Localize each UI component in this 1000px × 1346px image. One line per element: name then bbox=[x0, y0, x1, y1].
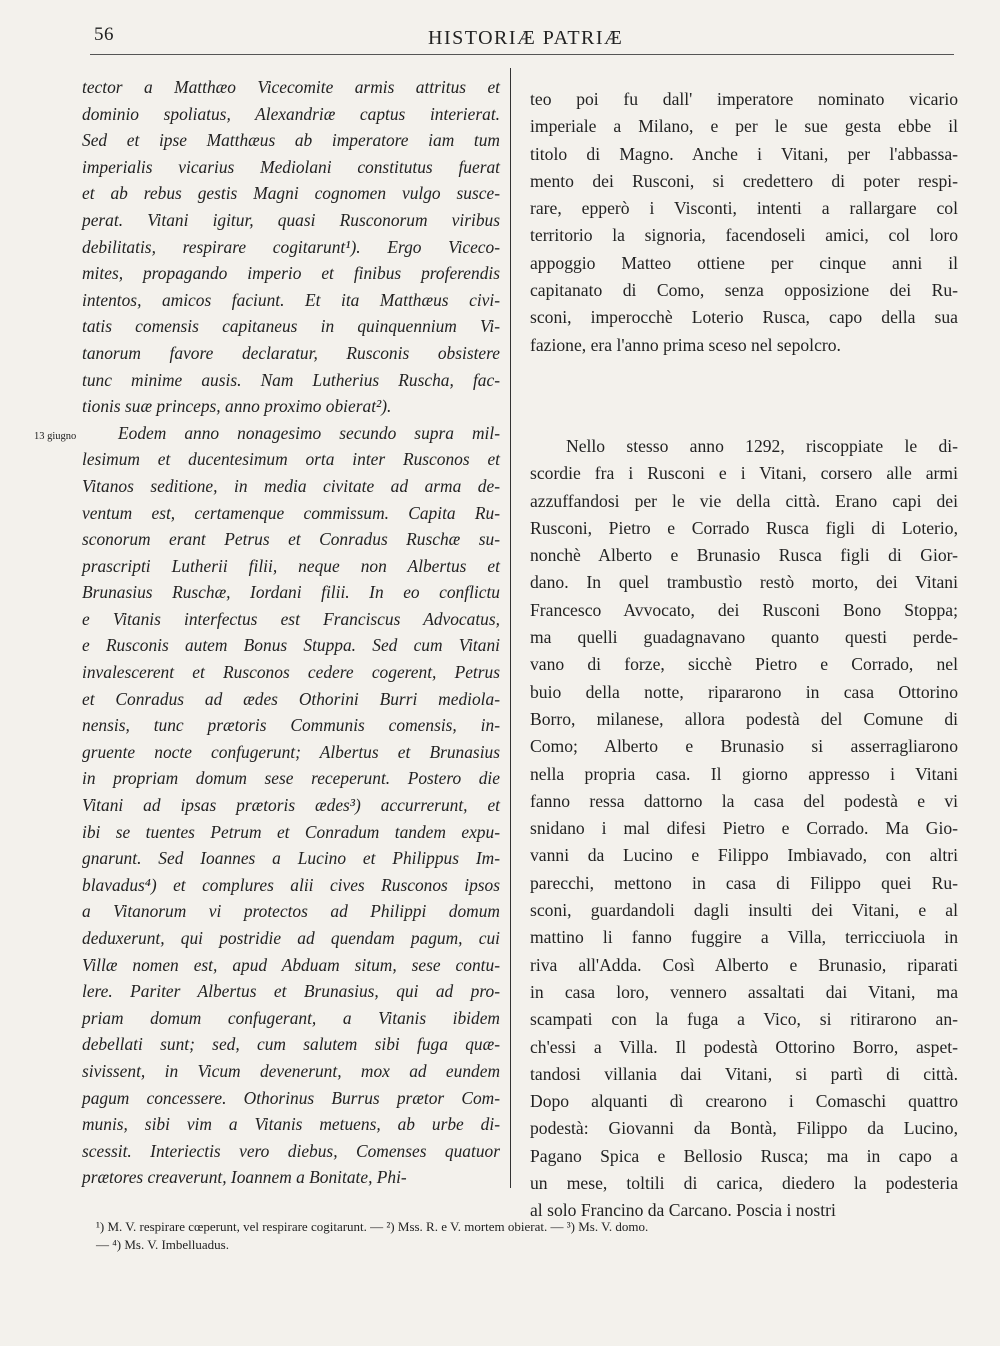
marginal-date-note: 13 giugno bbox=[34, 431, 77, 442]
text-line: munis, sibi vim a Vitanis metuens, ab urbe di- bbox=[82, 1114, 500, 1135]
text-line: tandosi villania dai Vitani, si partì di città. bbox=[530, 1063, 958, 1084]
italian-text-column bbox=[530, 86, 958, 1225]
column-divider bbox=[510, 68, 511, 1188]
text-line: in propriam domum sese receperunt. Postero die bbox=[82, 768, 500, 789]
text-line: Brunasius Ruschæ, Iordani filii. In eo conflictu bbox=[82, 582, 500, 603]
text-line: a Vitanorum vi protectos ad Philippi domum bbox=[82, 901, 500, 922]
text-line: invalescerent et Rusconos cedere cogerent, Petrus bbox=[82, 662, 500, 683]
text-line: fazione, era l'anno prima sceso nel sepolcro. bbox=[530, 334, 841, 355]
text-line: Villæ nomen est, apud Abduam situm, sese contu- bbox=[82, 954, 500, 975]
text-line: Nello stesso anno 1292, riscoppiate le di- bbox=[566, 435, 958, 456]
text-line: Sed et ipse Matthæus ab imperatore iam tum bbox=[82, 130, 500, 151]
text-line: gnarunt. Sed Ioannes a Lucino et Philippus Im- bbox=[82, 848, 500, 869]
text-line: tatis comensis capitaneus in quinquennium Vi- bbox=[82, 316, 500, 337]
text-line: un mese, toltili di carica, diedero la podesteria bbox=[530, 1172, 958, 1193]
footnotes bbox=[96, 1218, 946, 1254]
text-line: tector a Matthæo Vicecomite armis attritus et bbox=[82, 77, 500, 97]
text-line: e Rusconis autem Bonus Stuppa. Sed cum Vitani bbox=[82, 635, 500, 656]
text-line: imperialis vicarius Mediolani constitutus fuerat bbox=[82, 156, 500, 177]
text-line: parecchi, mettono in casa di Filippo quei Ru- bbox=[530, 872, 958, 893]
text-line: vanni da Lucino e Filippo Imbiavado, con altri bbox=[530, 845, 958, 866]
text-line: imperiale a Milano, e per le sue gesta ebbe il bbox=[530, 116, 958, 137]
text-line: pagum concessere. Othorinus Burrus prætor Com- bbox=[82, 1087, 500, 1108]
text-line: Vitani ad ipsas prætoris ædes³) accurrerunt, et bbox=[82, 795, 500, 816]
running-header-title: HISTORIÆ PATRIÆ bbox=[428, 27, 624, 49]
text-line: ibi se tuentes Petrum et Conradum tandem expu- bbox=[82, 821, 500, 842]
text-line: e Vitanis interfectus est Franciscus Advocatus, bbox=[82, 608, 500, 629]
text-line: Vitanos seditione, in media civitate ad arma de- bbox=[82, 475, 500, 496]
text-line: podestà: Giovanni da Bontà, Filippo da Lucino, bbox=[530, 1118, 958, 1139]
footnote-line-1: ¹) M. V. respirare cœperunt, vel respirare cogitarunt. — ²) Mss. R. e V. mortem obierat. — ³) Ms. V. domo. bbox=[96, 1219, 649, 1234]
text-line: mattino li fanno fuggire a Villa, terricciuola in bbox=[530, 927, 958, 948]
text-line: tionis suæ princeps, anno proximo obierat²). bbox=[82, 396, 392, 417]
text-line: sconi, imperocchè Loterio Rusca, capo della sua bbox=[530, 307, 958, 328]
text-line: Como; Alberto e Brunasio si asserragliarono bbox=[530, 736, 958, 757]
text-line: nella propria casa. Il giorno appresso i Vitani bbox=[530, 763, 958, 784]
text-line: deduxerunt, qui postridie ad quendam pagum, cui bbox=[82, 928, 500, 948]
text-line: fanno ressa dattorno la casa del podestà e vi bbox=[530, 790, 958, 811]
text-line: teo poi fu dall' imperatore nominato vicario bbox=[530, 89, 958, 109]
latin-text-column bbox=[82, 74, 500, 1191]
text-line: et Conradus ad ædes Othorini Burri mediola- bbox=[82, 688, 500, 709]
latin-paragraph-2 bbox=[82, 420, 500, 1191]
text-line: sconi, guardandoli dagli insulti dei Vitani, e al bbox=[530, 900, 958, 921]
text-line: nonchè Alberto e Brunasio Rusca figli di Gior- bbox=[530, 545, 958, 566]
italian-paragraph-1 bbox=[530, 86, 958, 359]
text-line: debilitatis, respirare cogitarunt¹). Ergo Viceco- bbox=[82, 236, 500, 257]
text-line: appoggio Matteo ottiene per cinque anni il bbox=[530, 252, 958, 273]
text-line: dominio spoliatus, Alexandriæ captus interierat. bbox=[82, 103, 500, 124]
text-line: prætores creaverunt, Ioannem a Bonitate, Phi- bbox=[82, 1167, 407, 1188]
text-line: et ab rebus gestis Magni cognomen vulgo susce- bbox=[82, 183, 500, 204]
text-line: Rusconi, Pietro e Corrado Rusca figli di Loterio, bbox=[530, 517, 958, 538]
text-line: scampati con la fuga a Vico, si ritirarono an- bbox=[530, 1009, 958, 1030]
text-line: buio della notte, ripararono in casa Ottorino bbox=[530, 681, 958, 702]
text-line: mento dei Rusconi, si credettero di poter respi- bbox=[530, 170, 958, 191]
text-line: tunc minime ausis. Nam Lutherius Ruscha, fac- bbox=[82, 369, 500, 390]
text-line: debellati sunt; sed, cum salutem sibi fuga quæ- bbox=[82, 1034, 500, 1055]
text-line: intentos, amicos faciunt. Et ita Matthæus civi- bbox=[82, 289, 500, 310]
text-line: dano. In quel trambustìo restò morto, dei Vitani bbox=[530, 572, 958, 593]
text-line: rare, epperò i Visconti, intenti a rallargare col bbox=[530, 198, 958, 219]
text-line: capitanato di Como, senza opposizione dei Ru- bbox=[530, 280, 958, 301]
text-line: scessit. Interiectis vero diebus, Comenses quatuor bbox=[82, 1140, 500, 1161]
text-line: vano di forze, sicchè Pietro e Corrado, nel bbox=[530, 654, 958, 675]
text-line: perat. Vitani igitur, quasi Rusconorum viribus bbox=[82, 209, 500, 230]
text-line: blavadus⁴) et complures alii cives Rusconos ipsos bbox=[82, 874, 500, 895]
page-number: 56 bbox=[94, 24, 114, 45]
text-line: in casa loro, vennero assaltati dai Vitani, ma bbox=[530, 981, 958, 1002]
header-rule bbox=[90, 54, 954, 55]
text-line: ma quelli guadagnavano quanto questi perde- bbox=[530, 627, 958, 648]
text-line: titolo di Magno. Anche i Vitani, per l'abbassa- bbox=[530, 143, 958, 164]
text-line: mites, propagando imperio et finibus proferendis bbox=[82, 263, 500, 284]
text-line: scordie fra i Rusconi e i Vitani, corsero alle armi bbox=[530, 463, 958, 484]
text-line: azzuffandosi per le vie della città. Erano capi dei bbox=[530, 490, 958, 511]
text-line: ch'essi a Villa. Il podestà Ottorino Borro, aspet- bbox=[530, 1036, 958, 1057]
text-line: al solo Francino da Carcano. Poscia i nostri bbox=[530, 1200, 836, 1221]
italian-paragraph-2 bbox=[530, 433, 958, 1225]
text-line: Francesco Avvocato, dei Rusconi Bono Stoppa; bbox=[530, 599, 958, 620]
text-line: snidano i mal difesi Pietro e Corrado. Ma Gio- bbox=[530, 818, 958, 839]
latin-paragraph-1 bbox=[82, 74, 500, 420]
text-line: lere. Pariter Albertus et Brunasius, qui ad pro- bbox=[82, 981, 500, 1002]
text-line: Dopo alquanti dì crearono i Comaschi quattro bbox=[530, 1091, 958, 1112]
text-line: Eodem anno nonagesimo secundo supra mil- bbox=[118, 422, 500, 443]
text-line: territorio la signoria, facendoseli amici, col loro bbox=[530, 225, 958, 246]
text-line: prascripti Lutherii filii, neque non Albertus et bbox=[82, 555, 500, 576]
text-line: lesimum et ducentesimum orta inter Rusconos et bbox=[82, 449, 500, 470]
text-line: Borro, milanese, allora podestà del Comune di bbox=[530, 708, 958, 729]
footnote-line-2: — ⁴) Ms. V. Imbelluadus. bbox=[96, 1237, 229, 1252]
text-line: sconorum erant Petrus et Conradus Ruschæ su- bbox=[82, 529, 500, 550]
text-line: ventum est, certamenque commissum. Capita Ru- bbox=[82, 502, 500, 523]
text-line: sivissent, in Vicum devenerunt, mox ad eundem bbox=[82, 1060, 500, 1081]
text-line: Pagano Spica e Bellosio Rusca; ma in capo a bbox=[530, 1145, 958, 1166]
text-line: gruente nocte confugerunt; Albertus et Brunasius bbox=[82, 741, 500, 762]
text-line: nensis, tunc prætoris Communis comensis, in- bbox=[82, 715, 500, 736]
text-line: tanorum favore declaratur, Rusconis obsistere bbox=[82, 342, 500, 363]
text-line: priam domum confugerant, a Vitanis ibidem bbox=[82, 1007, 500, 1028]
text-line: riva all'Adda. Così Alberto e Brunasio, riparati bbox=[530, 954, 958, 975]
